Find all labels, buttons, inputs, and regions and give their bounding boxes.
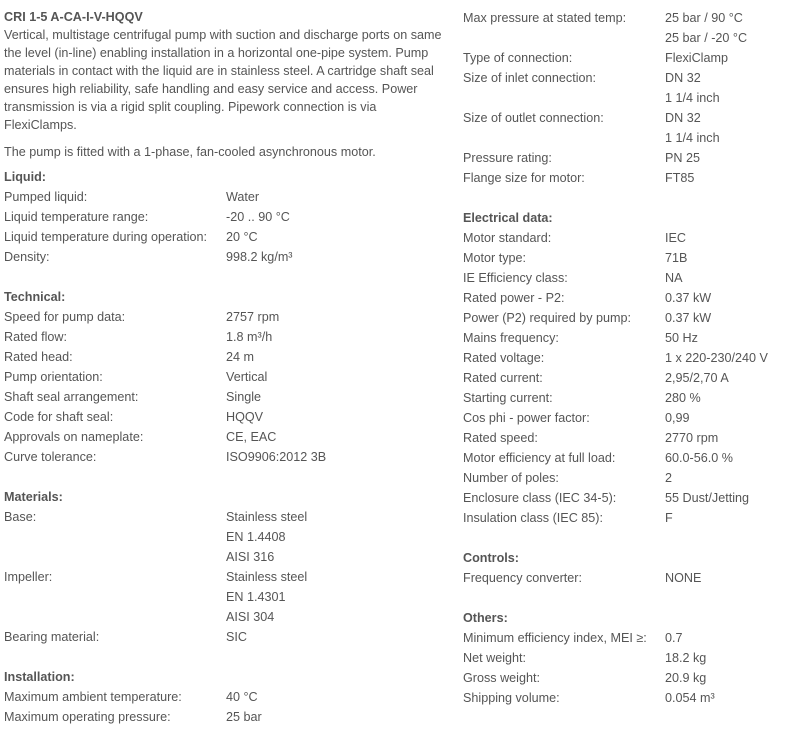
- spec-value: [665, 448, 803, 468]
- spec-label: Motor type:: [463, 251, 526, 265]
- spec-label: Rated voltage:: [463, 351, 545, 365]
- spec-value-line: 0.054 m³: [665, 691, 715, 705]
- section-heading: Controls:: [463, 551, 519, 565]
- spec-section: [463, 548, 803, 588]
- spec-value-line: AISI 304: [226, 610, 275, 624]
- product-description: Vertical, multistage centrifugal pump with suction and discharge ports on same the level (in-line) enabling installation in a horizontal one-pipe system. Pump materials in contact with the liquid are in stainless steel. A cartridge shaft seal ensures high reliability, safe handling and easy service and access. Power transmission is via a rigid split coupling. Pipework connection is via FlexiClamps.: [4, 28, 442, 132]
- spec-value: [226, 387, 444, 407]
- spec-value: [665, 8, 803, 48]
- spec-label: Liquid temperature range:: [4, 210, 149, 224]
- spec-label: Rated head:: [4, 350, 73, 364]
- spec-label: Rated speed:: [463, 431, 538, 445]
- spec-label: Approvals on nameplate:: [4, 430, 144, 444]
- spec-value-line: AISI 316: [226, 550, 275, 564]
- spec-value: [226, 187, 444, 207]
- spec-label: Code for shaft seal:: [4, 410, 114, 424]
- left-column: [4, 0, 444, 727]
- spec-row: [463, 448, 803, 468]
- spec-value: [226, 407, 444, 427]
- spec-value: [665, 428, 803, 448]
- spec-row: [463, 348, 803, 368]
- spec-value-line: ISO9906:2012 3B: [226, 450, 327, 464]
- section-spacer: [4, 267, 444, 287]
- spec-label: Starting current:: [463, 391, 553, 405]
- spec-value-line: DN 32: [665, 111, 701, 125]
- spec-value-line: 40 °C: [226, 690, 258, 704]
- spec-row: [4, 407, 444, 427]
- spec-label: Power (P2) required by pump:: [463, 311, 631, 325]
- spec-row: [463, 248, 803, 268]
- spec-value-line: 2757 rpm: [226, 310, 280, 324]
- spec-row: [463, 168, 803, 188]
- spec-value: [665, 348, 803, 368]
- product-title: CRI 1-5 A-CA-I-V-HQQV: [4, 10, 143, 24]
- section-spacer: [4, 647, 444, 667]
- spec-value: [665, 388, 803, 408]
- spec-value: [226, 567, 444, 627]
- spec-value: [665, 508, 803, 528]
- section-heading: Others:: [463, 611, 508, 625]
- spec-value-line: Stainless steel: [226, 510, 308, 524]
- spec-row: [463, 148, 803, 168]
- spec-value: [665, 68, 803, 108]
- section-spacer: [463, 588, 803, 608]
- spec-value: [665, 368, 803, 388]
- spec-value-line: 1.8 m³/h: [226, 330, 273, 344]
- spec-row: [4, 367, 444, 387]
- spec-value: [665, 688, 803, 708]
- spec-row: [463, 228, 803, 248]
- spec-value-line: Water: [226, 190, 260, 204]
- spec-row: [463, 68, 803, 108]
- spec-label: Density:: [4, 250, 50, 264]
- spec-row: [4, 347, 444, 367]
- spec-value: [665, 628, 803, 648]
- spec-row: [463, 628, 803, 648]
- spec-label: Enclosure class (IEC 34-5):: [463, 491, 617, 505]
- spec-value-line: 50 Hz: [665, 331, 698, 345]
- spec-label: Max pressure at stated temp:: [463, 11, 627, 25]
- spec-label: Bearing material:: [4, 630, 100, 644]
- spec-row: [4, 247, 444, 267]
- spec-row: [4, 327, 444, 347]
- spec-value: [665, 288, 803, 308]
- spec-row: [463, 368, 803, 388]
- spec-label: Motor efficiency at full load:: [463, 451, 616, 465]
- spec-row: [463, 488, 803, 508]
- spec-value: [665, 48, 803, 68]
- spec-row: [463, 648, 803, 668]
- spec-label: Net weight:: [463, 651, 526, 665]
- spec-section: [4, 287, 444, 467]
- spec-row: [463, 288, 803, 308]
- spec-row: [4, 707, 444, 727]
- spec-row: [4, 207, 444, 227]
- spec-value-line: 25 bar: [226, 710, 262, 724]
- spec-value-line: 20.9 kg: [665, 671, 707, 685]
- spec-value-line: DN 32: [665, 71, 701, 85]
- spec-row: [463, 328, 803, 348]
- spec-section: [463, 608, 803, 708]
- spec-value-line: 0,99: [665, 411, 690, 425]
- spec-section: [463, 208, 803, 528]
- spec-label: Rated power - P2:: [463, 291, 565, 305]
- spec-row: [4, 567, 444, 627]
- spec-value: [226, 427, 444, 447]
- right-spec-sections: [463, 8, 803, 708]
- spec-row: [463, 308, 803, 328]
- spec-value-line: 1 x 220-230/240 V: [665, 351, 768, 365]
- spec-value-line: 55 Dust/Jetting: [665, 491, 750, 505]
- spec-row: [463, 668, 803, 688]
- spec-value: [665, 408, 803, 428]
- section-spacer: [463, 188, 803, 208]
- section-spacer: [463, 528, 803, 548]
- spec-label: Pressure rating:: [463, 151, 552, 165]
- spec-section: [4, 167, 444, 267]
- spec-value-line: 18.2 kg: [665, 651, 707, 665]
- spec-value: [665, 308, 803, 328]
- spec-value-line: -20 .. 90 °C: [226, 210, 290, 224]
- spec-value-line: FT85: [665, 171, 695, 185]
- motor-note: The pump is fitted with a 1-phase, fan-cooled asynchronous motor.: [4, 145, 376, 159]
- spec-label: Frequency converter:: [463, 571, 582, 585]
- spec-row: [4, 427, 444, 447]
- spec-row: [463, 688, 803, 708]
- spec-row: [463, 468, 803, 488]
- spec-label: Liquid temperature during operation:: [4, 230, 208, 244]
- section-heading: Materials:: [4, 490, 63, 504]
- spec-row: [4, 507, 444, 567]
- section-spacer: [4, 467, 444, 487]
- spec-value: [226, 207, 444, 227]
- spec-value: [226, 247, 444, 267]
- spec-row: [463, 268, 803, 288]
- right-column: [463, 0, 803, 708]
- spec-value-line: Stainless steel: [226, 570, 308, 584]
- spec-label: Insulation class (IEC 85):: [463, 511, 603, 525]
- spec-value-line: 20 °C: [226, 230, 258, 244]
- spec-label: Mains frequency:: [463, 331, 559, 345]
- spec-value-line: 280 %: [665, 391, 701, 405]
- spec-value-line: 24 m: [226, 350, 254, 364]
- section-heading: Liquid:: [4, 170, 46, 184]
- spec-label: Number of poles:: [463, 471, 559, 485]
- spec-row: [4, 447, 444, 467]
- spec-value: [226, 327, 444, 347]
- spec-label: Size of inlet connection:: [463, 71, 597, 85]
- spec-value-line: 60.0-56.0 %: [665, 451, 733, 465]
- spec-row: [4, 307, 444, 327]
- spec-value: [665, 488, 803, 508]
- spec-label: Base:: [4, 510, 37, 524]
- spec-label: Minimum efficiency index, MEI ≥:: [463, 631, 647, 645]
- spec-value-line: F: [665, 511, 673, 525]
- spec-label: Type of connection:: [463, 51, 573, 65]
- spec-value: [665, 568, 803, 588]
- spec-label: Maximum operating pressure:: [4, 710, 171, 724]
- spec-value-line: NONE: [665, 571, 702, 585]
- spec-row: [463, 508, 803, 528]
- spec-label: Curve tolerance:: [4, 450, 97, 464]
- spec-label: Pumped liquid:: [4, 190, 88, 204]
- spec-section: [463, 8, 803, 188]
- spec-label: Maximum ambient temperature:: [4, 690, 182, 704]
- spec-value-line: 2,95/2,70 A: [665, 371, 729, 385]
- spec-value: [665, 268, 803, 288]
- spec-value-line: 25 bar / 90 °C: [665, 11, 743, 25]
- spec-label: Pump orientation:: [4, 370, 103, 384]
- spec-row: [463, 568, 803, 588]
- spec-value-line: 0.7: [665, 631, 683, 645]
- section-heading: Technical:: [4, 290, 66, 304]
- spec-value: [665, 468, 803, 488]
- spec-value: [665, 668, 803, 688]
- spec-row: [463, 428, 803, 448]
- spec-value: [665, 148, 803, 168]
- spec-value-line: EN 1.4408: [226, 530, 286, 544]
- spec-value-line: 25 bar / -20 °C: [665, 31, 748, 45]
- spec-section: [4, 667, 444, 727]
- spec-label: Shaft seal arrangement:: [4, 390, 139, 404]
- spec-value-line: 998.2 kg/m³: [226, 250, 293, 264]
- spec-label: Rated flow:: [4, 330, 67, 344]
- spec-row: [463, 108, 803, 148]
- spec-label: IE Efficiency class:: [463, 271, 568, 285]
- spec-value-line: NA: [665, 271, 683, 285]
- spec-value-line: HQQV: [226, 410, 264, 424]
- spec-value-line: 2: [665, 471, 673, 485]
- spec-value: [226, 627, 444, 647]
- spec-value: [226, 687, 444, 707]
- left-spec-sections: [4, 167, 444, 727]
- spec-value: [226, 367, 444, 387]
- spec-label: Size of outlet connection:: [463, 111, 604, 125]
- spec-value: [665, 168, 803, 188]
- spec-value-line: 0.37 kW: [665, 291, 712, 305]
- spec-row: [4, 687, 444, 707]
- spec-row: [463, 8, 803, 48]
- spec-value-line: 1 1/4 inch: [665, 91, 720, 105]
- spec-value-line: FlexiClamp: [665, 51, 728, 65]
- spec-row: [463, 48, 803, 68]
- spec-row: [4, 387, 444, 407]
- spec-value-line: PN 25: [665, 151, 701, 165]
- spec-row: [4, 187, 444, 207]
- spec-value: [226, 347, 444, 367]
- spec-value: [665, 248, 803, 268]
- spec-label: Cos phi - power factor:: [463, 411, 590, 425]
- spec-value-line: EN 1.4301: [226, 590, 286, 604]
- spec-value-line: IEC: [665, 231, 686, 245]
- spec-label: Impeller:: [4, 570, 53, 584]
- section-heading: Installation:: [4, 670, 75, 684]
- spec-label: Rated current:: [463, 371, 543, 385]
- spec-value-line: 71B: [665, 251, 688, 265]
- spec-row: [463, 408, 803, 428]
- spec-value-line: Single: [226, 390, 262, 404]
- spec-value-line: 1 1/4 inch: [665, 131, 720, 145]
- spec-value: [226, 307, 444, 327]
- spec-value-line: Vertical: [226, 370, 268, 384]
- spec-value: [226, 507, 444, 567]
- spec-row: [4, 627, 444, 647]
- spec-value: [665, 648, 803, 668]
- spec-value-line: 2770 rpm: [665, 431, 719, 445]
- spec-label: Flange size for motor:: [463, 171, 585, 185]
- spec-value-line: SIC: [226, 630, 247, 644]
- section-heading: Electrical data:: [463, 211, 553, 225]
- spec-row: [4, 227, 444, 247]
- spec-value: [665, 108, 803, 148]
- spec-label: Speed for pump data:: [4, 310, 126, 324]
- spec-row: [463, 388, 803, 408]
- spec-value: [665, 328, 803, 348]
- spec-value: [226, 707, 444, 727]
- spec-value: [665, 228, 803, 248]
- spec-label: Motor standard:: [463, 231, 552, 245]
- spec-label: Shipping volume:: [463, 691, 560, 705]
- spec-label: Gross weight:: [463, 671, 540, 685]
- spec-value-line: 0.37 kW: [665, 311, 712, 325]
- spec-value: [226, 227, 444, 247]
- spec-value-line: CE, EAC: [226, 430, 277, 444]
- spec-value: [226, 447, 444, 467]
- spec-section: [4, 487, 444, 647]
